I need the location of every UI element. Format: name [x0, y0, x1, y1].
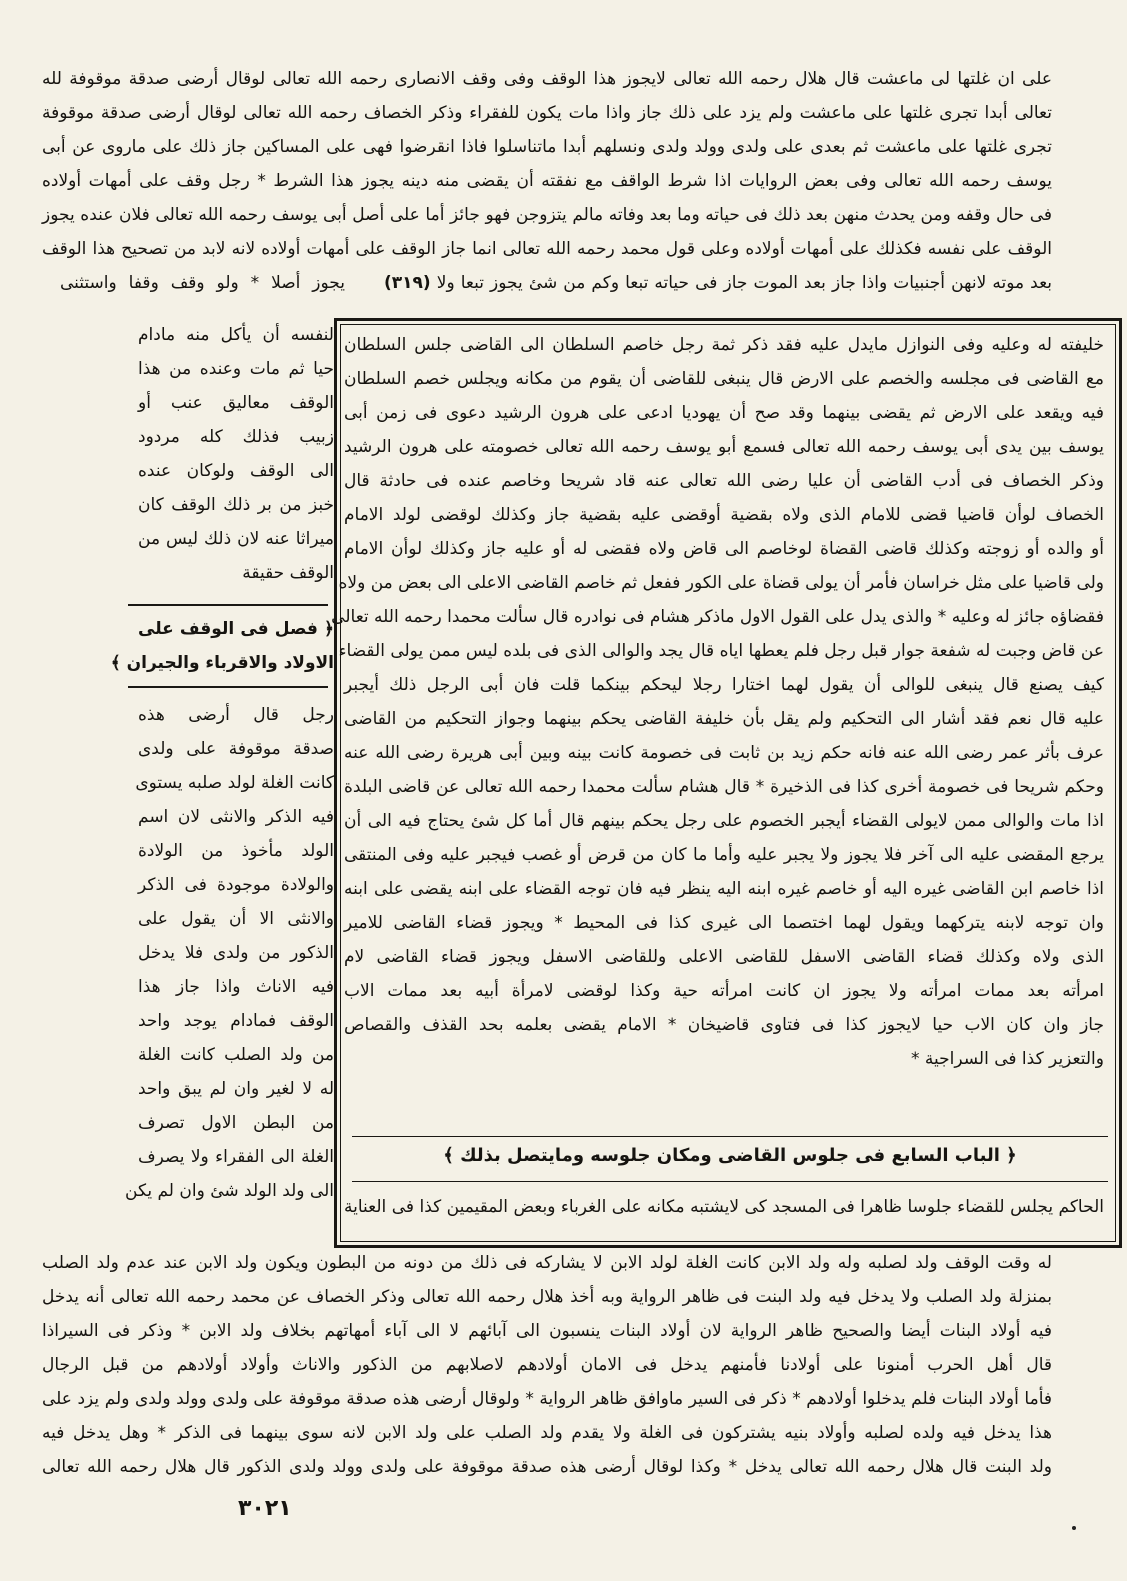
- text-line: جاز وان كان الاب حيا لايجوز كذا فى فتاوى قاضيخان * الامام يقضى بعلمه بحد القذف والقصاص: [344, 1015, 1104, 1035]
- text-line: وذكر الخصاف فى أدب القاضى أن عليا رضى الله تعالى عنه قاد شريحا وخاصم عنده فى حادثة قال: [344, 471, 1104, 491]
- text-line: بمنزلة ولد الصلب ولا يدخل فيه ولد البنت فى ظاهر الرواية وبه أخذ هلال رحمه الله تعالى وذكر الخصاف عن محمد رحمه الله تعالى أنه يدخل: [42, 1287, 1052, 1307]
- side-line: الوقف فمادام يوجد واحد: [138, 1011, 334, 1031]
- side-line: خبز من بر ذلك الوقف كان: [138, 495, 334, 515]
- text-line: وحكم شريحا فى خصومة أخرى كذا فى الذخيرة * قال هشام سألت محمدا رحمه الله تعالى عن قاضى البلدة: [344, 777, 1104, 797]
- text-line: هذا يدخل فيه ولده لصلبه وأولاد بنيه يشتركون فى الغلة ولا يقدم ولد الصلب على ولد الابن لانه سوى بينهما فى الذكر * وهل يدخل فيه: [42, 1423, 1052, 1443]
- side-line: الغلة الى الفقراء ولا يصرف: [138, 1147, 334, 1167]
- side-line: والولادة موجودة فى الذكر: [138, 875, 334, 895]
- side-line: رجل قال أرضى هذه: [138, 705, 334, 725]
- side-divider: [128, 686, 328, 688]
- main-text-block: [331, 318, 1122, 1248]
- text-run: بعد موته لانهن أجنبيات واذا جاز بعد الموت جاز فى حياته تبعا وكم من شئ يجوز تبعا ولا: [436, 273, 1053, 293]
- text-line: له وقت الوقف ولد لصلبه وله ولد الابن كانت الغلة لولد الابن لا يشاركه فى ذلك من دونه من البطون ويكون ولد الابن عند عدم ولد الصلب: [42, 1253, 1052, 1273]
- text-line: عليه قال نعم فقد أشار الى التحكيم ولم يقل بأن خليفة القاضى يحكم بينهما وجواز التحكيم من القاضى: [344, 709, 1104, 729]
- side-line: زبيب فذلك كله مردود: [138, 427, 334, 447]
- text-line: وان توجه لابنه يتركهما ويقول لهما اختصما الى غيرى كذا فى المحيط * ويجوز قضاء القاضى للامير: [344, 913, 1104, 933]
- signature-number: ٣٠٢١: [238, 1496, 292, 1521]
- text-line: تجرى غلتها على ماعشت ثم بعدى على ولدى وولد ولدى ونسلهم أبدا ماتناسلوا فاذا انقرضوا فهى على المساكين جاز ذلك على ماروى عن أبى: [42, 137, 1052, 157]
- side-line: فيه الذكر والانثى لان اسم: [138, 807, 334, 827]
- side-line: لنفسه أن يأكل منه مادام: [138, 325, 334, 345]
- side-divider: [128, 604, 328, 606]
- text-line: اذا خاصم ابن القاضى غيره اليه أو خاصم غيره ابنه اليه ينظر فيه فان توجه القضاء على ابنه يقضى على ابنه: [344, 879, 1104, 899]
- text-line: على ان غلتها لى ماعشت قال هلال رحمه الله تعالى لايجوز هذا الوقف وفى وقف الانصارى رحمه الله تعالى لوقال أرضى صدقة موقوفة لله: [42, 69, 1052, 89]
- side-line: ميراثا عنه لان ذلك ليس من: [138, 529, 334, 549]
- text-line: ولد البنت قال هلال رحمه الله تعالى يدخل * وكذا لوقال أرضى هذه صدقة موقوفة على ولدى وولد ولدى الذكور قال هلال رحمه الله تعالى: [42, 1457, 1052, 1477]
- side-line: الوقف حقيقة: [242, 563, 334, 583]
- section-title-line: ﴿ فصل فى الوقف على: [138, 619, 334, 639]
- text-line: الخصاف لوأن قاضيا قضى للامام الذى ولاه بقضية أوقضى عليه بقضية جاز وكذلك لوقضى لولد الامام: [344, 505, 1104, 525]
- text-line: يجوز أصلا * ولو وقف وقفا واستثنى: [60, 273, 345, 293]
- text-line: اذا مات والوالى ممن لايولى القضاء أيجبر الخصوم على رجل يحكم بينهم قال أما كل شئ يحتاج فيه الى أن: [344, 811, 1104, 831]
- text-line: خليفته له وعليه وفى النوازل مايدل عليه فقد ذكر ثمة رجل خاصم السلطان الى القاضى جلس السلطان: [344, 335, 1104, 355]
- text-line: فأما أولاد البنات فلم يدخلوا أولادهم * ذكر فى السير ماوافق ظاهر الرواية * ولوقال أرضى هذه صدقة موقوفة على ولدى وولد ولدى ولم يزد على: [42, 1389, 1052, 1409]
- text-line: فى حال وقفه ومن يحدث منهن بعد ذلك فى حياته وما بعد وفاته مالم يتزوجن فهو جائز أما على أصل أبى يوسف رحمه الله تعالى فلان عنده يجوز: [42, 205, 1052, 225]
- text-line: يوسف رحمه الله تعالى وفى بعض الروايات اذا شرط الواقف مع نفقته أن يقضى منه دينه يجوز هذا الشرط * رجل وقف على أمهات أولاده: [42, 171, 1052, 191]
- text-line: والتعزير كذا فى السراجية *: [910, 1049, 1104, 1069]
- text-line: فيه أولاد البنات أيضا والصحيح ظاهر الرواية لان أولاد البنات ينسبون الى آبائهم لا الى آباء أمهاتهم بخلاف ولد الابن * وذكر فى السيراذا: [42, 1321, 1052, 1341]
- chapter-heading-box: [352, 1136, 1108, 1182]
- text-line-with-page-number: [384, 268, 1052, 300]
- text-line: يوسف بين يدى أبى يوسف رحمه الله تعالى فسمع أبو يوسف رحمه الله تعالى خصومته على هرون الرشيد: [344, 437, 1104, 457]
- text-line: فقضاؤه جائز له وعليه * والذى يدل على القول الاول ماذكر هشام فى نوادره قال سألت محمدا رحمه الله تعالى: [331, 607, 1104, 627]
- text-line: عرف بأثر عمر رضى الله عنه فانه حكم زيد بن ثابت فى خصومة كانت بينه وبين أبى هريرة رضى الله عنه: [344, 743, 1104, 763]
- side-line: الى ولد الولد شئ وان لم يكن: [125, 1181, 334, 1201]
- side-line: الولد مأخوذ من الولادة: [138, 841, 334, 861]
- ink-dot: [1072, 1526, 1076, 1530]
- section-title-line: الاولاد والاقرباء والجيران ﴾: [110, 653, 334, 673]
- side-line: الى الوقف ولوكان عنده: [138, 461, 334, 481]
- text-line: تعالى أبدا تجرى غلتها على ماعشت ولم يزد على ذلك جاز واذا مات يكون للفقراء وذكر الخصاف رحمه الله تعالى لوقال أرضى صدقة موقوفة: [42, 103, 1052, 123]
- text-line: أو والده أو زوجته وكذلك قاضى القضاة لوخاصم الى قاض ولاه فقضى له أو عليه جاز وكذلك لوأن الامام: [344, 539, 1104, 559]
- text-line: عن قاض وجبت له شفعة جوار قبل رجل فلم يعطها اياه قال يجد والوالى الذى فى بلده ليس ممن يولى القضاء: [338, 641, 1104, 661]
- side-line: الذكور من ولدى فلا يدخل: [138, 943, 334, 963]
- side-line: من ولد الصلب كانت الغلة: [138, 1045, 334, 1065]
- text-line: قال أهل الحرب أمنونا على أولادنا فأمنهم يدخل فى الامان أولادهم لاصلابهم من الذكور والاناث وأولاد أولادهم من قبل الرجال: [42, 1355, 1052, 1375]
- text-line: كيف يصنع قال ينبغى للوالى أن يقول لهما اختارا رجلا ليحكم بينكما قلت فان أبى الرجل ذلك أيجبر: [344, 675, 1104, 695]
- side-line: فيه الاناث واذا جاز هذا: [138, 977, 334, 997]
- side-line: من البطن الاول تصرف: [138, 1113, 334, 1133]
- side-line: له لا لغير وان لم يبق واحد: [138, 1079, 334, 1099]
- side-line: الوقف معاليق عنب أو: [138, 393, 334, 413]
- text-line: امرأته بعد ممات امرأته ولا يجوز ان كانت امرأته حية وكذا لوقضى لامرأة أبيه بعد ممات الاب: [344, 981, 1104, 1001]
- text-line: مع القاضى فى مجلسه والخصم على الارض قال ينبغى للقاضى أن يقوم من مكانه ويجلس خصم السلطان: [344, 369, 1104, 389]
- text-line: فيه ويقعد على الارض ثم يقضى بينهما وقد صح أن يهوديا ادعى على هرون الرشيد دعوى فى زمن أبى: [344, 403, 1104, 423]
- chapter-title: ﴿ الباب السابع فى جلوس القاضى ومكان جلوسه ومايتصل بذلك ﴾: [443, 1145, 1017, 1166]
- text-line: الوقف على نفسه فكذلك على أمهات أولاده وعلى قول محمد رحمه الله تعالى انما جاز الوقف على أمهات أولاده لانه لابد من تصحيح هذا الوقف: [42, 239, 1052, 259]
- side-line: حيا ثم مات وعنده من هذا: [138, 359, 334, 379]
- side-line: صدقة موقوفة على ولدى: [138, 739, 334, 759]
- text-line: يرجع المقضى عليه الى آخر فلا يجوز ولا يجبر عليه وأما ما كان من قرض أو غصب فيجبر عليه وفى المنتقى: [344, 845, 1104, 865]
- page-number: (٣١٩): [384, 273, 431, 293]
- text-line: ولى قاضيا على مثل خراسان فأمر أن يولى قضاة على الكور ففعل ثم خاصم القاضى الاعلى الى بعض من ولاه: [338, 573, 1104, 593]
- side-line: كانت الغلة لولد صلبه يستوى: [135, 773, 334, 793]
- text-line: الذى ولاه وكذلك قضاء القاضى الاسفل للقاضى الاعلى وللقاضى الاسفل ويجوز قضاء القاضى لام: [344, 947, 1104, 967]
- side-line: والانثى الا أن يقول على: [138, 909, 334, 929]
- chapter-first-line: الحاكم يجلس للقضاء جلوسا ظاهرا فى المسجد كى لايشتبه مكانه على الغرباء وبعض المقيمين كذا فى العناية: [344, 1197, 1104, 1217]
